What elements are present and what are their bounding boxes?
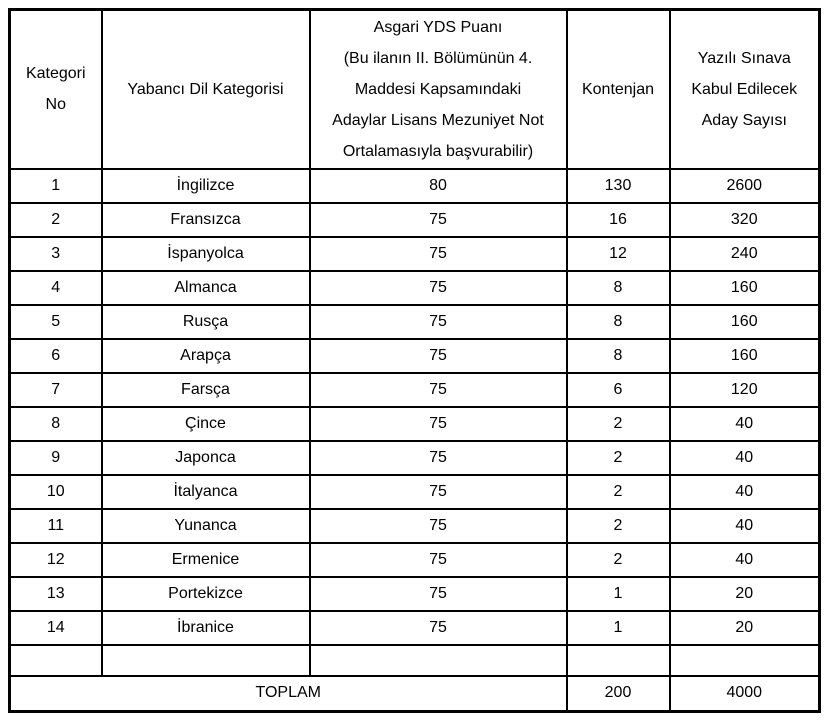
category-no-cell: 11	[10, 509, 102, 543]
written-exam-cell: 20	[670, 611, 820, 645]
table-footer	[10, 645, 820, 712]
header-language-category	[102, 10, 310, 169]
category-no-cell: 13	[10, 577, 102, 611]
quota-cell: 130	[567, 169, 670, 203]
min-yds-cell: 75	[310, 475, 567, 509]
language-cell: Almanca	[102, 271, 310, 305]
header-language-category-label: Yabancı Dil Kategorisi	[127, 80, 284, 98]
written-exam-cell: 40	[670, 543, 820, 577]
language-cell: Japonca	[102, 441, 310, 475]
header-written-exam	[670, 10, 820, 169]
quota-cell: 2	[567, 509, 670, 543]
min-yds-cell: 75	[310, 611, 567, 645]
total-row	[10, 676, 820, 712]
empty-cell	[567, 645, 670, 676]
written-exam-cell: 160	[670, 305, 820, 339]
written-exam-cell: 40	[670, 441, 820, 475]
table-row	[10, 339, 820, 373]
written-exam-cell: 40	[670, 475, 820, 509]
quota-cell: 1	[567, 611, 670, 645]
total-label-cell: TOPLAM	[10, 676, 567, 712]
language-cell: Arapça	[102, 339, 310, 373]
table-row	[10, 543, 820, 577]
header-line: Adaylar Lisans Mezuniyet Not	[332, 111, 544, 129]
quota-cell: 12	[567, 237, 670, 271]
header-quota-label: Kontenjan	[581, 80, 655, 98]
header-category-no	[10, 10, 102, 169]
quota-cell: 2	[567, 543, 670, 577]
table-row	[10, 271, 820, 305]
written-exam-cell: 160	[670, 271, 820, 305]
min-yds-cell: 75	[310, 509, 567, 543]
written-exam-cell: 320	[670, 203, 820, 237]
language-quota-table	[8, 8, 821, 713]
total-written-cell: 4000	[670, 676, 820, 712]
category-no-cell: 7	[10, 373, 102, 407]
header-line: Asgari YDS Puanı	[373, 18, 503, 36]
header-min-yds-score	[310, 10, 567, 169]
quota-cell: 2	[567, 475, 670, 509]
header-line: Kategori	[25, 65, 86, 83]
quota-cell: 8	[567, 339, 670, 373]
table-header	[10, 10, 820, 169]
category-no-cell: 10	[10, 475, 102, 509]
category-no-cell: 14	[10, 611, 102, 645]
quota-cell: 16	[567, 203, 670, 237]
min-yds-cell: 75	[310, 339, 567, 373]
header-line: (Bu ilanın II. Bölümünün 4.	[343, 49, 533, 67]
written-exam-cell: 2600	[670, 169, 820, 203]
quota-cell: 2	[567, 407, 670, 441]
category-no-cell: 12	[10, 543, 102, 577]
min-yds-cell: 75	[310, 271, 567, 305]
language-cell: İbranice	[102, 611, 310, 645]
table-row	[10, 203, 820, 237]
table-row	[10, 373, 820, 407]
language-cell: Ermenice	[102, 543, 310, 577]
total-quota-cell: 200	[567, 676, 670, 712]
table-row	[10, 305, 820, 339]
table-row	[10, 611, 820, 645]
written-exam-cell: 40	[670, 407, 820, 441]
min-yds-cell: 75	[310, 543, 567, 577]
header-line: Aday Sayısı	[701, 111, 787, 129]
quota-cell: 2	[567, 441, 670, 475]
language-cell: Çince	[102, 407, 310, 441]
min-yds-cell: 80	[310, 169, 567, 203]
header-quota	[567, 10, 670, 169]
header-line: Yazılı Sınava	[697, 49, 791, 67]
language-cell: İtalyanca	[102, 475, 310, 509]
empty-row	[10, 645, 820, 676]
quota-cell: 8	[567, 271, 670, 305]
min-yds-cell: 75	[310, 237, 567, 271]
language-cell: Portekizce	[102, 577, 310, 611]
table-row	[10, 169, 820, 203]
header-row	[10, 10, 820, 169]
written-exam-cell: 20	[670, 577, 820, 611]
table-row	[10, 441, 820, 475]
language-cell: İngilizce	[102, 169, 310, 203]
language-cell: Farsça	[102, 373, 310, 407]
min-yds-cell: 75	[310, 407, 567, 441]
min-yds-cell: 75	[310, 441, 567, 475]
min-yds-cell: 75	[310, 577, 567, 611]
header-line: Maddesi Kapsamındaki	[354, 80, 522, 98]
category-no-cell: 3	[10, 237, 102, 271]
language-cell: Fransızca	[102, 203, 310, 237]
min-yds-cell: 75	[310, 203, 567, 237]
table-row	[10, 577, 820, 611]
empty-cell	[670, 645, 820, 676]
category-no-cell: 8	[10, 407, 102, 441]
header-line: No	[45, 96, 66, 114]
table-body	[10, 169, 820, 645]
language-cell: İspanyolca	[102, 237, 310, 271]
table-row	[10, 475, 820, 509]
written-exam-cell: 160	[670, 339, 820, 373]
quota-cell: 8	[567, 305, 670, 339]
empty-cell	[102, 645, 310, 676]
category-no-cell: 1	[10, 169, 102, 203]
table-row	[10, 237, 820, 271]
category-no-cell: 2	[10, 203, 102, 237]
header-line: Ortalamasıyla başvurabilir)	[342, 142, 534, 160]
language-cell: Rusça	[102, 305, 310, 339]
language-cell: Yunanca	[102, 509, 310, 543]
min-yds-cell: 75	[310, 373, 567, 407]
category-no-cell: 9	[10, 441, 102, 475]
empty-cell	[10, 645, 102, 676]
written-exam-cell: 40	[670, 509, 820, 543]
quota-cell: 6	[567, 373, 670, 407]
min-yds-cell: 75	[310, 305, 567, 339]
table-row	[10, 407, 820, 441]
category-no-cell: 6	[10, 339, 102, 373]
header-line: Kabul Edilecek	[691, 80, 798, 98]
category-no-cell: 4	[10, 271, 102, 305]
quota-cell: 1	[567, 577, 670, 611]
category-no-cell: 5	[10, 305, 102, 339]
written-exam-cell: 120	[670, 373, 820, 407]
written-exam-cell: 240	[670, 237, 820, 271]
table-row	[10, 509, 820, 543]
empty-cell	[310, 645, 567, 676]
